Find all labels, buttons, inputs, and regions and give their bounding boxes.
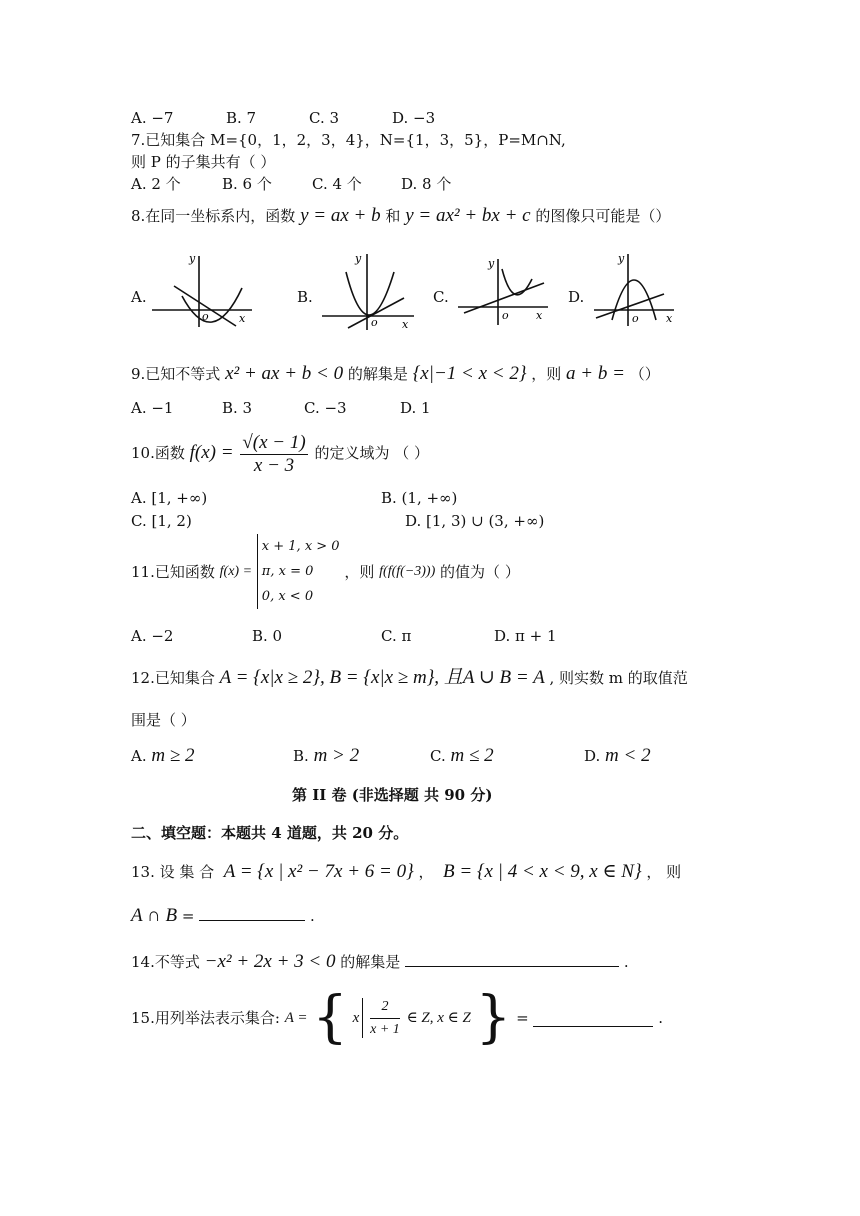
q9-option-a: A. −1 bbox=[131, 399, 174, 417]
q11-option-b: B. 0 bbox=[252, 627, 283, 645]
q7-option-d: D. 8 个 bbox=[401, 175, 452, 193]
q11-piecewise bbox=[257, 534, 340, 609]
q8-c-axis-y: y bbox=[488, 257, 495, 270]
q8-b-axis-y: y bbox=[355, 252, 362, 265]
q15-prefix: 15.用列举法表示集合: bbox=[131, 1009, 280, 1027]
q9-suffix: ，则 bbox=[531, 365, 562, 383]
q9-stem bbox=[131, 364, 660, 384]
q9-option-b: B. 3 bbox=[222, 399, 253, 417]
q9-solution-set: {x|−1 < x < 2} bbox=[412, 363, 527, 384]
q10-numerator: √(x − 1) bbox=[242, 431, 306, 453]
q13-prefix: 13. 设 集 合 bbox=[131, 863, 215, 881]
q9-option-d: D. 1 bbox=[400, 399, 431, 417]
q12-option-c-value: m ≤ 2 bbox=[450, 745, 494, 766]
q10-suffix: 的定义域为 （ ） bbox=[314, 444, 430, 462]
q14-prefix: 14.不等式 bbox=[131, 953, 200, 971]
q8-stem bbox=[131, 206, 670, 226]
q12-option-a-value: m ≥ 2 bbox=[151, 745, 195, 766]
q13-expression: A ∩ B bbox=[131, 905, 178, 926]
q9-expression: a + b = bbox=[566, 363, 625, 384]
q10-option-b: B. (1, +∞) bbox=[381, 489, 458, 507]
q6-option-a: A. −7 bbox=[131, 109, 174, 127]
q12-option-a bbox=[131, 746, 195, 766]
q7-option-b: B. 6 个 bbox=[222, 175, 272, 193]
q12-option-c bbox=[430, 746, 494, 766]
q15-stem bbox=[131, 985, 664, 1050]
q11-function: f(x) = bbox=[219, 563, 253, 579]
q8-option-c-label: C. bbox=[433, 288, 449, 306]
q8-graph-b bbox=[322, 250, 422, 330]
q8-suffix: 的图像只可能是（） bbox=[535, 207, 671, 225]
q8-option-d-label: D. bbox=[568, 288, 585, 306]
q13-then: ， 则 bbox=[646, 863, 682, 881]
q12-option-d bbox=[584, 746, 651, 766]
q9-mid: 的解集是 bbox=[347, 365, 408, 383]
q8-linear-function: y = ax + b bbox=[300, 205, 381, 226]
q7-stem-line1: 7.已知集合 M={0，1，2，3，4}，N={1，3，5}，P=M∩N, bbox=[131, 131, 566, 149]
q11-prefix: 11.已知函数 bbox=[131, 562, 215, 581]
q9-end: （） bbox=[629, 365, 660, 383]
q8-a-axis-x: x bbox=[239, 312, 246, 325]
q11-stem bbox=[131, 534, 520, 609]
q8-graph-a bbox=[152, 252, 262, 327]
q12-option-d-value: m < 2 bbox=[605, 745, 651, 766]
q12-condition: 且A ∪ B = A bbox=[443, 667, 545, 688]
q7-stem-line2: 则 P 的子集共有（ ） bbox=[131, 153, 276, 171]
q13-stem bbox=[131, 862, 681, 882]
q11-case-1: x + 1, x > 0 bbox=[261, 539, 340, 554]
section-2-title: 第 II 卷 (非选择题 共 90 分) bbox=[292, 786, 493, 804]
q8-b-axis-x: x bbox=[402, 318, 409, 331]
q12-option-a-label: A. bbox=[131, 747, 147, 765]
q12-option-b bbox=[293, 746, 359, 766]
q8-graph-d bbox=[594, 250, 684, 326]
q9-inequality: x² + ax + b < 0 bbox=[225, 363, 344, 384]
q10-prefix: 10.函数 bbox=[131, 444, 185, 462]
q15-denominator: x + 1 bbox=[370, 1021, 400, 1037]
q8-c-origin: o bbox=[502, 309, 509, 322]
q8-d-axis-x: x bbox=[666, 312, 673, 325]
q12-option-d-label: D. bbox=[584, 747, 601, 765]
q13-equals: = bbox=[181, 907, 195, 925]
q11-option-a: A. −2 bbox=[131, 627, 174, 645]
q8-quadratic-function: y = ax² + bx + c bbox=[405, 205, 531, 226]
q15-fraction bbox=[370, 996, 400, 1041]
q12-stem bbox=[131, 668, 688, 688]
q8-option-b-label: B. bbox=[297, 288, 313, 306]
q8-b-origin: o bbox=[371, 316, 378, 329]
q14-answer-blank[interactable] bbox=[405, 950, 619, 967]
q8-prefix: 8.在同一坐标系内，函数 bbox=[131, 207, 296, 225]
q6-option-b: B. 7 bbox=[226, 109, 257, 127]
q10-option-c: C. [1, 2) bbox=[131, 512, 192, 530]
q11-suffix: 的值为（ ） bbox=[440, 562, 520, 581]
q13-answer-line bbox=[131, 904, 315, 926]
q11-option-d: D. π + 1 bbox=[494, 627, 557, 645]
q8-option-a-label: A. bbox=[131, 288, 147, 306]
q13-end: . bbox=[310, 907, 315, 925]
q10-fraction bbox=[240, 432, 307, 477]
q8-a-axis-y: y bbox=[189, 252, 196, 265]
q6-option-d: D. −3 bbox=[392, 109, 436, 127]
q6-option-c: C. 3 bbox=[309, 109, 340, 127]
q14-end: . bbox=[623, 953, 629, 971]
q13-set-a: A = {x | x² − 7x + 6 = 0} bbox=[223, 861, 414, 882]
q11-case-3: 0, x < 0 bbox=[261, 589, 314, 604]
q15-left-brace: { bbox=[312, 985, 348, 1050]
q13-comma: ， bbox=[418, 863, 434, 881]
q11-expression: f(f(f(−3))) bbox=[379, 563, 436, 579]
q12-sets: A = {x|x ≥ 2}, B = {x|x ≥ m}, bbox=[219, 667, 440, 688]
q10-option-a: A. [1, +∞) bbox=[131, 489, 208, 507]
q10-option-d: D. [1, 3) ∪ (3, +∞) bbox=[405, 512, 545, 530]
q14-inequality: −x² + 2x + 3 < 0 bbox=[204, 951, 336, 972]
q15-right-brace: } bbox=[475, 985, 512, 1050]
q15-variable: x bbox=[353, 998, 364, 1038]
q15-numerator: 2 bbox=[370, 996, 400, 1019]
q11-mid: ，则 bbox=[344, 562, 375, 581]
q12-option-b-value: m > 2 bbox=[313, 745, 360, 766]
q14-stem bbox=[131, 950, 629, 972]
q12-suffix: , 则实数 m 的取值范 bbox=[549, 669, 688, 687]
q8-a-origin: o bbox=[202, 310, 209, 323]
q8-mid: 和 bbox=[385, 207, 401, 225]
q11-option-c: C. π bbox=[381, 627, 412, 645]
q9-option-c: C. −3 bbox=[304, 399, 347, 417]
q8-c-axis-x: x bbox=[536, 309, 543, 322]
q10-denominator: x − 3 bbox=[253, 454, 295, 476]
q7-option-c: C. 4 个 bbox=[312, 175, 362, 193]
q9-prefix: 9.已知不等式 bbox=[131, 365, 221, 383]
q10-function: f(x) = bbox=[189, 442, 234, 463]
q12-option-c-label: C. bbox=[430, 747, 446, 765]
q15-answer-blank[interactable] bbox=[533, 1010, 653, 1027]
q15-lhs: A = bbox=[284, 1010, 308, 1026]
q14-suffix: 的解集是 bbox=[340, 953, 401, 971]
fill-in-heading: 二、填空题：本题共 4 道题，共 20 分。 bbox=[131, 824, 409, 842]
q8-d-origin: o bbox=[632, 312, 639, 325]
q7-option-a: A. 2 个 bbox=[131, 175, 181, 193]
q11-case-2: π, x = 0 bbox=[261, 564, 314, 579]
q12-prefix: 12.已知集合 bbox=[131, 669, 215, 687]
q15-condition: ∈ Z, x ∈ Z bbox=[406, 1010, 471, 1026]
q12-option-b-label: B. bbox=[293, 747, 309, 765]
q8-d-axis-y: y bbox=[618, 252, 625, 265]
q13-set-b: B = {x | 4 < x < 9, x ∈ N} bbox=[443, 861, 642, 882]
q13-answer-blank[interactable] bbox=[199, 904, 305, 921]
q12-stem-line2: 围是（ ） bbox=[131, 711, 196, 729]
q8-graph-c bbox=[458, 255, 558, 325]
q15-equals: = bbox=[516, 1009, 529, 1027]
q10-stem bbox=[131, 428, 429, 478]
q15-end: . bbox=[658, 1009, 664, 1027]
